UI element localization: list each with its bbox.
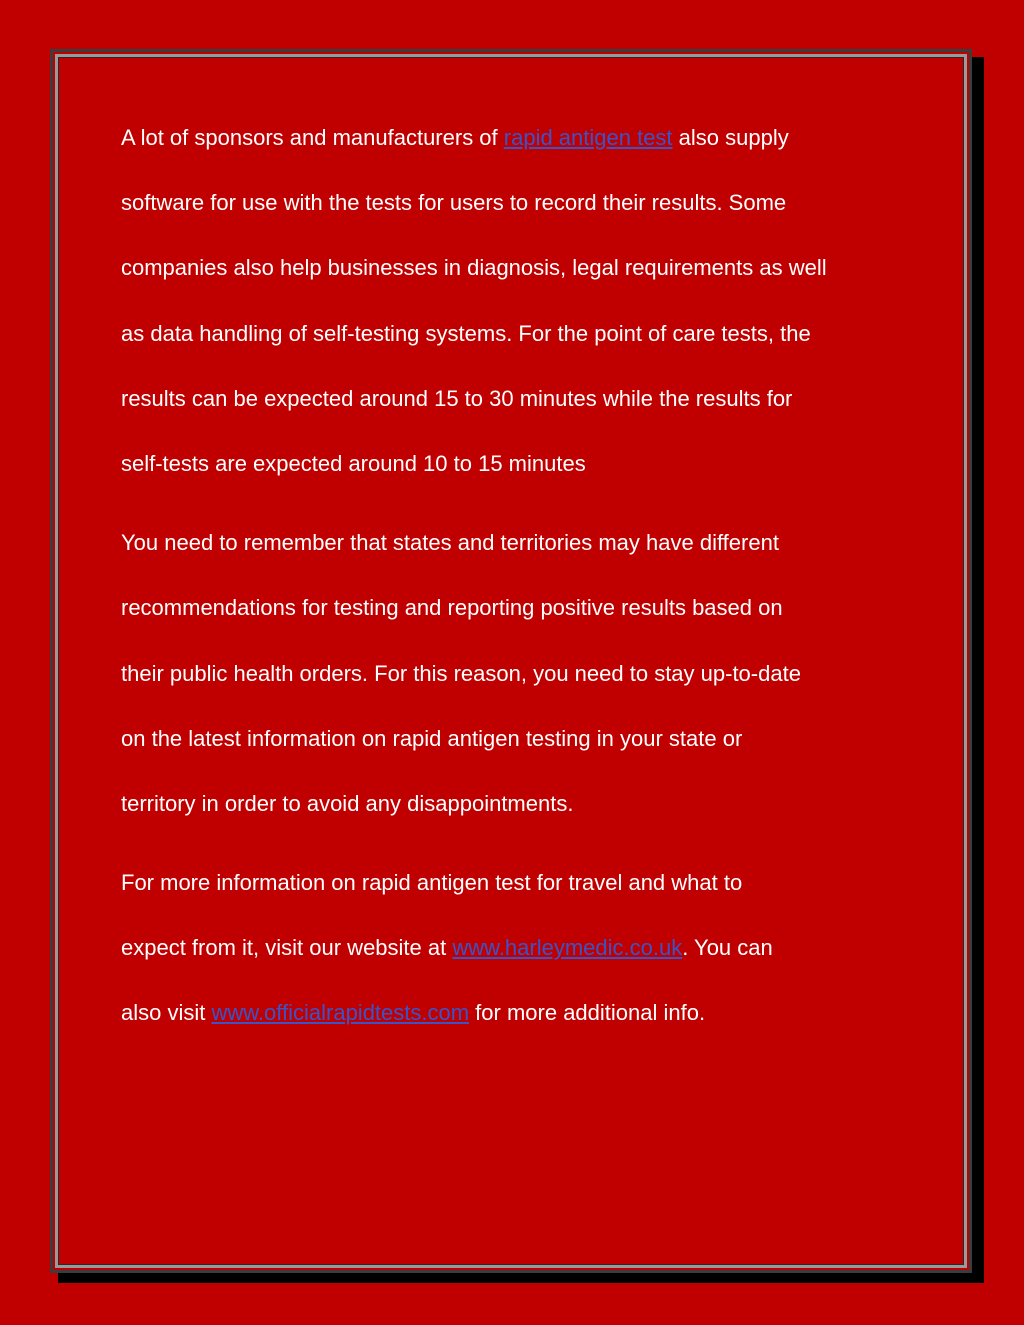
paragraph-more-info [121,850,921,1046]
text-line: on the latest information on rapid antigen testing in your state or [121,725,743,751]
text-line: recommendations for testing and reporting positive results based on [121,595,783,621]
text-line: software for use with the tests for users to record their results. Some [121,190,787,216]
text-line: companies also help businesses in diagnosis, legal requirements as well [121,255,827,281]
text-line: results can be expected around 15 to 30 minutes while the results for [121,385,793,411]
text-line: You need to remember that states and territories may have different [121,530,779,556]
text-line: For more information on rapid antigen test for travel and what to [121,870,743,896]
rapid-antigen-test-link[interactable]: rapid antigen test [503,125,673,150]
document-body [121,105,921,1060]
text-line: self-tests are expected around 10 to 15 minutes [121,450,586,476]
text-line: also visit www.officialrapidtests.com for more additional info. [121,1000,706,1026]
text-line: as data handling of self-testing systems. For the point of care tests, the [121,320,811,346]
harleymedic-link[interactable]: www.harleymedic.co.uk [452,935,683,961]
text-line: A lot of sponsors and manufacturers of rapid antigen test also supply [121,125,789,150]
officialrapidtests-link[interactable]: www.officialrapidtests.com [211,1000,470,1026]
text-line: expect from it, visit our website at www.harleymedic.co.uk. You can [121,935,773,961]
paragraph-software [121,105,921,496]
text-line: territory in order to avoid any disappointments. [121,790,574,816]
paragraph-states [121,510,921,836]
text-line: their public health orders. For this reason, you need to stay up-to-date [121,660,801,686]
